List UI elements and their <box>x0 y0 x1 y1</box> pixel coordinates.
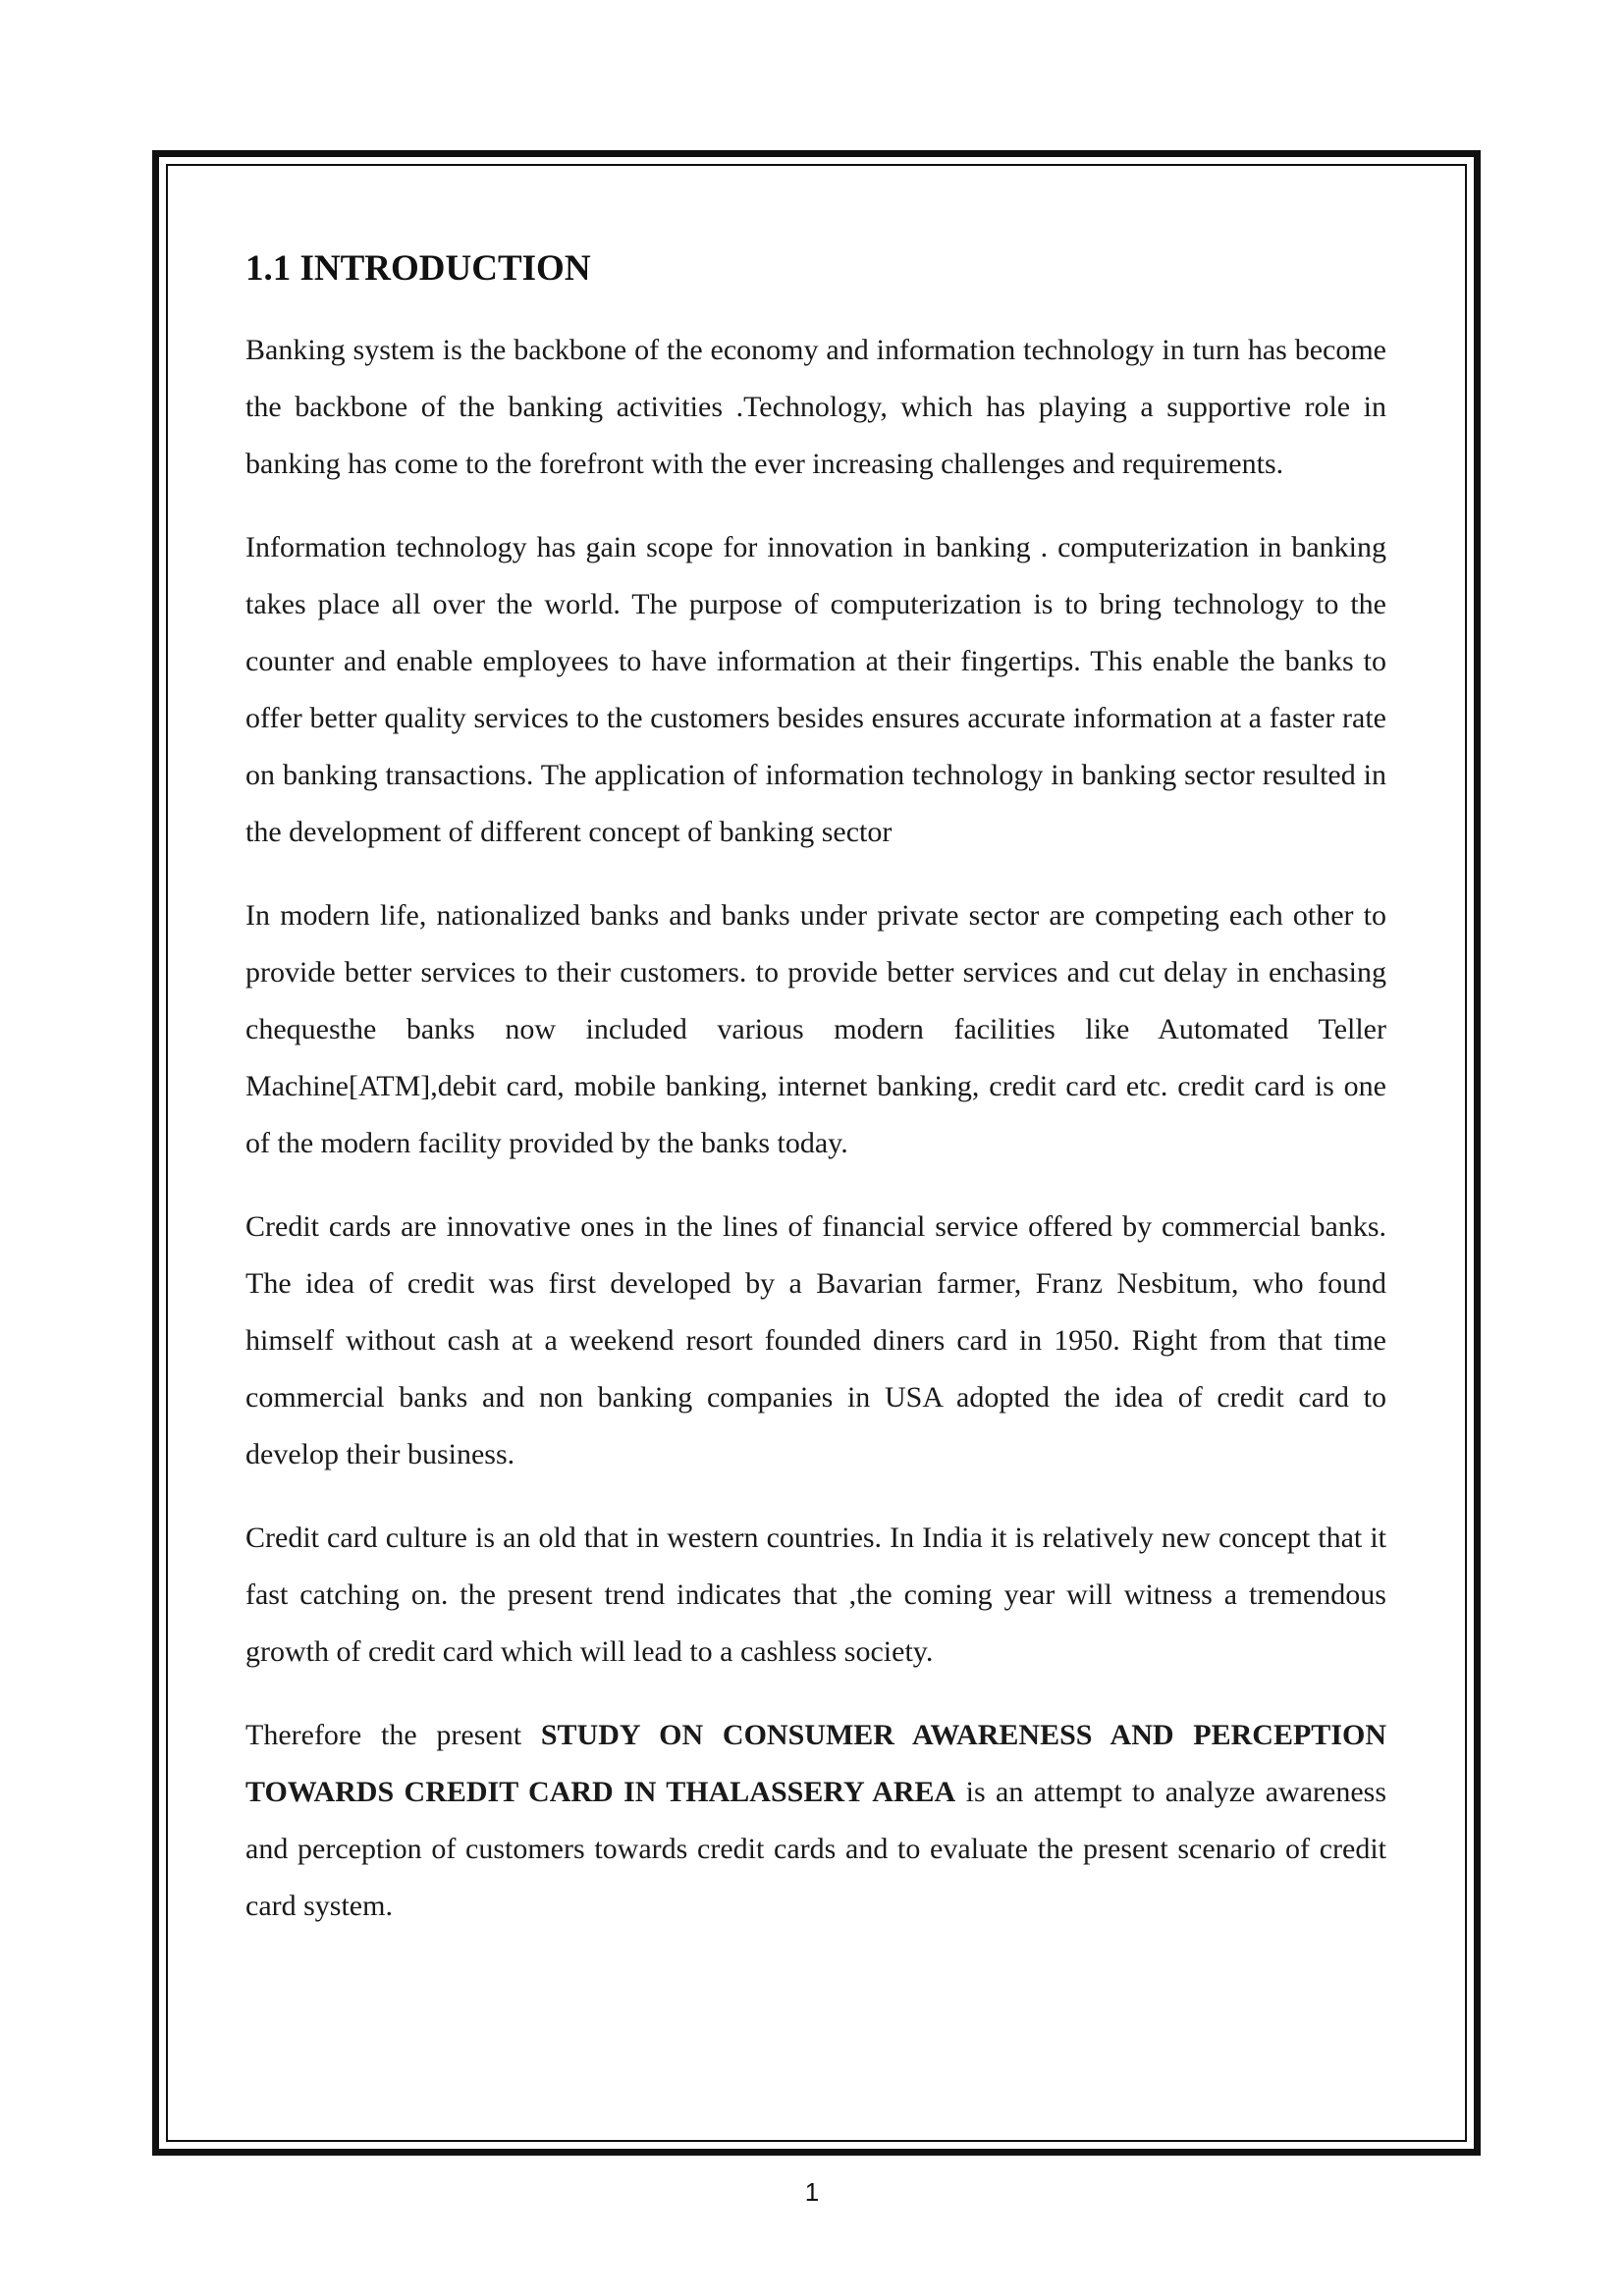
page-number: 1 <box>804 2177 820 2207</box>
document-body <box>245 243 1386 1961</box>
paragraph-study-statement <box>245 1707 1386 1935</box>
study-title: STUDY ON CONSUMER AWARENESS AND PERCEPTION TOWARDS CREDIT CARD IN THALASSERY AREA <box>245 1719 1386 1808</box>
study-statement-lead: Therefore the present <box>245 1719 541 1751</box>
section-heading: 1.1 INTRODUCTION <box>245 248 591 289</box>
study-statement-tail: is an attempt to analyze awareness and perception of customers towards credit cards and to evaluate the present scenario of credit card system. <box>245 1776 1386 1922</box>
paragraph-credit-cards-history: Credit cards are innovative ones in the lines of financial service offered by commercial banks. The idea of credit was first developed by a Bavarian farmer, Franz Nesbitum, who found himself without cash at a weekend resort founded diners card in 1950. Right from that time commercial banks and non banking companies in USA adopted the idea of credit card to develop their business. <box>245 1210 1386 1470</box>
paragraph-information-technology: Information technology has gain scope for innovation in banking . computerization in banking takes place all over the world. The purpose of computerization is to bring technology to the counter and enable employees to have information at their fingertips. This enable the banks to offer better quality services to the customers besides ensures accurate information at a faster rate on banking transactions. The application of information technology in banking sector resulted in the development of different concept of banking sector <box>245 531 1386 848</box>
paragraph-credit-card-culture: Credit card culture is an old that in western countries. In India it is relatively new concept that it fast catching on. the present trend indicates that ,the coming year will witness a tremendous growth of credit card which will lead to a cashless society. <box>245 1522 1386 1668</box>
paragraph-modern-life: In modern life, nationalized banks and banks under private sector are competing each other to provide better services to their customers. to provide better services and cut delay in enchasing chequesthe banks now included various modern facilities like Automated Teller Machine[ATM],debit card, mobile banking, internet banking, credit card etc. credit card is one of the modern facility provided by the banks today. <box>245 899 1386 1159</box>
paragraph-banking-system: Banking system is the backbone of the economy and information technology in turn has become the backbone of the banking activities .Technology, which has playing a supportive role in banking has come to the forefront with the ever increasing challenges and requirements. <box>245 334 1386 480</box>
